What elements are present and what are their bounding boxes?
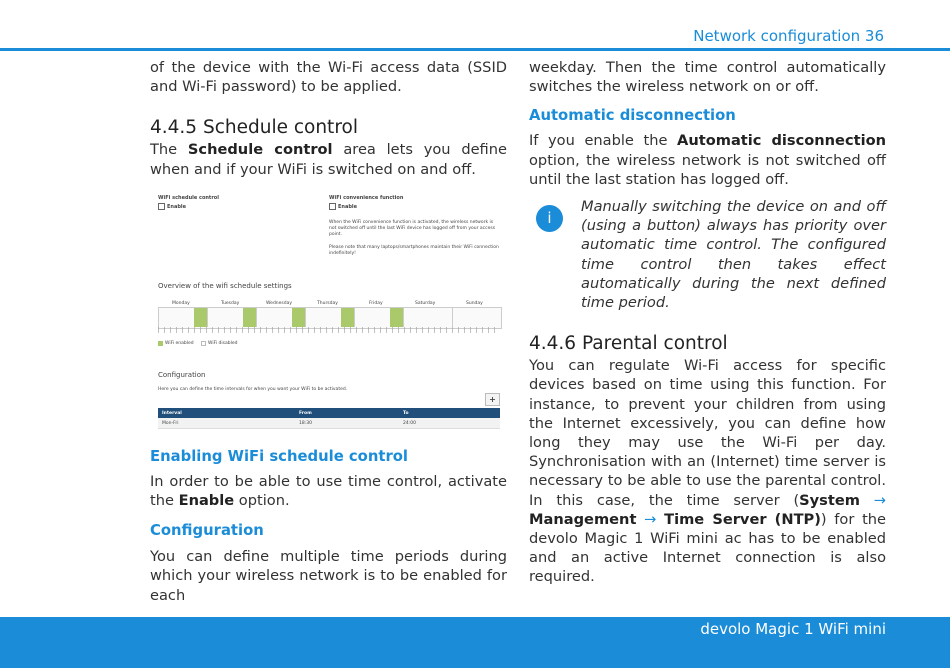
day-divider	[256, 307, 257, 327]
bold-term: Automatic disconnection	[677, 132, 886, 150]
menu-path-management: Management	[529, 510, 637, 528]
arrow-icon: →	[873, 491, 886, 509]
info-icon: i	[536, 205, 563, 232]
conv-text: When the WiFi convenience function is activated, the wireless network is not switched off until the last WiFi device has logged off from your access point.	[329, 219, 496, 237]
day-divider	[354, 307, 355, 327]
bold-term: Enable	[178, 492, 235, 510]
bold-term: Schedule control	[187, 141, 333, 159]
subheading-configuration: Configuration	[150, 522, 264, 540]
overview-title: Overview of the wifi schedule settings	[158, 281, 292, 290]
enabled-block	[341, 308, 354, 327]
text: If you enable the	[529, 132, 678, 150]
table-cell: Mon-Fri	[162, 420, 179, 426]
schedule-screenshot	[150, 188, 501, 433]
day-divider	[207, 307, 208, 327]
conv-note: Please note that many laptops/smartphones maintain their WiFi connection indefinitely!	[329, 244, 499, 256]
legend-swatch-enabled	[158, 341, 163, 346]
sched-title: WiFi schedule control	[158, 194, 219, 201]
table-header: Interval	[162, 410, 182, 416]
text: The	[150, 141, 188, 159]
legend-swatch-disabled	[201, 341, 206, 346]
paragraph	[150, 472, 507, 510]
conv-enable-checkbox	[329, 203, 336, 210]
config-text: Here you can define the time intervals for when you want your WiFi to be activated.	[158, 386, 348, 392]
text: You can regulate Wi-Fi access for specific devices based on time using this function. For instance, to prevent your children from using the Internet excessively, you can define how long they may use the Wi-Fi per day. Synchronisation with an (Internet) time server is necessary to be able to use the parental control. In this case, the time server (	[529, 357, 886, 509]
day-label: Monday	[172, 300, 190, 306]
section-heading-parental-control: 4.4.6 Parental control	[529, 333, 728, 355]
table-cell: 24:00	[403, 420, 416, 426]
legend-enabled: WiFi enabled	[165, 340, 194, 346]
day-divider	[403, 307, 404, 327]
paragraph: You can define multiple time periods during which your wireless network is to be enabled for each	[150, 548, 507, 604]
info-note	[529, 197, 886, 312]
text: In order to be able to use time control, activate the	[150, 472, 507, 510]
paragraph	[529, 356, 886, 586]
enable-label: Enable	[167, 203, 187, 210]
header-rule	[0, 48, 950, 51]
menu-path-time-server: Time Server (NTP)	[664, 510, 821, 528]
day-label: Thursday	[317, 300, 338, 306]
enabled-block	[194, 308, 207, 327]
text: area lets you define when and if your WiFi is switched on and off.	[150, 141, 507, 178]
subheading-automatic-disconnection: Automatic disconnection	[529, 107, 736, 125]
menu-path-system: System	[799, 491, 860, 509]
table-header-row	[158, 408, 500, 418]
note-text: Manually switching the device on and off (using a button) always has priority over automatic time control. The configured time control then takes effect automatically during the next defined time period.	[581, 198, 886, 312]
day-divider	[452, 307, 453, 327]
arrow-icon: →	[644, 510, 657, 528]
enabled-block	[243, 308, 256, 327]
add-button[interactable]: +	[485, 393, 500, 406]
enabled-block	[390, 308, 403, 327]
table-row[interactable]	[158, 418, 500, 429]
right-column	[529, 58, 886, 587]
day-label: Tuesday	[221, 300, 240, 306]
table-cell: 18:30	[299, 420, 312, 426]
subheading-enabling: Enabling WiFi schedule control	[150, 447, 408, 465]
paragraph	[529, 131, 886, 189]
day-label: Wednesday	[266, 300, 293, 306]
enabled-block	[292, 308, 305, 327]
paragraph: of the device with the Wi-Fi access data (SSID and Wi-Fi password) to be applied.	[150, 59, 507, 96]
enable-checkbox	[158, 203, 165, 210]
left-column	[150, 58, 507, 605]
config-title: Configuration	[158, 370, 206, 379]
week-timeline	[158, 307, 502, 329]
paragraph	[150, 140, 507, 178]
footer-text: devolo Magic 1 WiFi mini	[700, 620, 886, 638]
text: option.	[234, 492, 290, 510]
hour-ticks	[158, 327, 500, 333]
table-header: From	[299, 410, 312, 416]
conv-enable-label: Enable	[338, 203, 358, 210]
day-label: Saturday	[415, 300, 436, 306]
day-label: Sunday	[466, 300, 483, 306]
text: ) for the devolo Magic 1 WiFi mini ac has to be enabled and an active Internet connection is also required.	[529, 510, 887, 586]
day-label: Friday	[369, 300, 383, 306]
running-header: Network configuration 36	[693, 27, 884, 45]
paragraph: weekday. Then the time control automatically switches the wireless network on or off.	[529, 59, 886, 96]
table-header: To	[403, 410, 409, 416]
section-heading-schedule-control: 4.4.5 Schedule control	[150, 117, 358, 139]
conv-title: WiFi convenience function	[329, 194, 404, 201]
legend-disabled: WiFi disabled	[208, 340, 238, 346]
text: option, the wireless network is not switched off until the last station has logged off.	[529, 151, 886, 188]
day-divider	[305, 307, 306, 327]
